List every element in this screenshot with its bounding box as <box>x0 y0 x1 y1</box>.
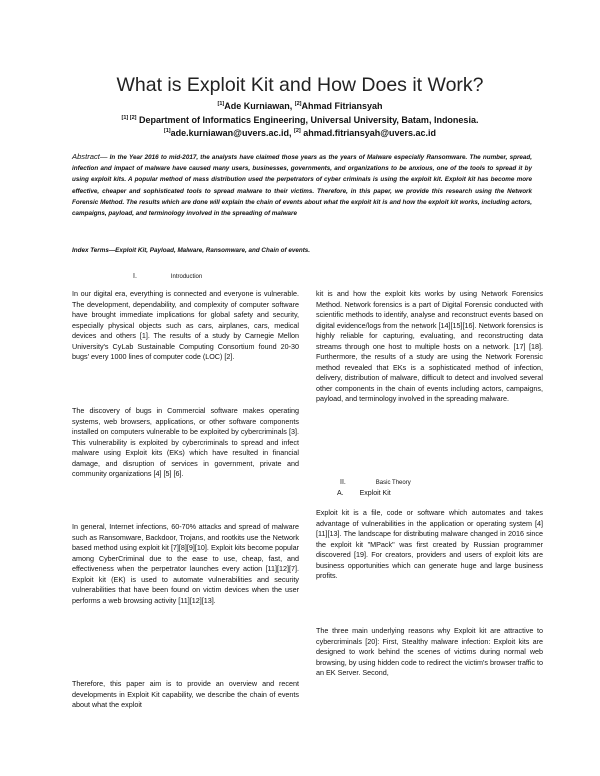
email-2-marker: [2] <box>294 128 301 134</box>
affiliation-marker: [1] [2] <box>121 115 137 121</box>
right-paragraph-3: The three main underlying reasons why Exploit kit are attractive to cybercriminals [20]: First, Stealthy malware infection: Exploit kits are designed to work behind the scenes of victims during normal web browsing, by using hidden code to redirect the victim's browser traffic to an EK Server. Second, <box>316 626 543 677</box>
left-paragraph-4: Therefore, this paper aim is to provide an overview and recent developments in Exploit Kit capability, we describe the chain of events about what the exploit <box>72 679 299 709</box>
abstract-lead: Abstract— <box>72 152 108 161</box>
abstract-text: In the Year 2016 to mid-2017, the analysts have claimed those years as the years of Malware especially Ransomware. The number, spread, infection and impact of malware have caused many users, businesses, governments, and organizations to be anxious, one of the tools to spread it by using exploit kits. A popular method of mass distribution used the perpetrators of cyber criminals is using the exploit kit. Exploit kit has become more effective, cheaper and sophisticated tools to spread malware to their victims. Therefore, in this paper, we provide this research using the Network Forensic Method. The results which are done will explain the chain of events about what the exploit kit is and how the exploit kit works, including actors, campaigns, payload, and terminology involved in the spreading of malware <box>72 154 532 218</box>
subsection-a-title: Exploit Kit <box>359 490 391 497</box>
left-paragraph-2: The discovery of bugs in Commercial software makes operating systems, web browsers, applications, or other software components installed on computers vulnerable to be exploited by cybercriminals [3]. This vulnerability is exploited by cybercriminals to spread and infect malware using Exploit kits (EKs) which have resulted in financial damage, and disruption of services in government, private and community organizations [4] [5] [6]. <box>72 406 299 478</box>
author-1-name: Ade Kurniawan <box>224 101 290 111</box>
section-1-title: Introduction <box>170 274 203 280</box>
section-2-heading <box>340 479 411 486</box>
right-paragraph-1: kit is and how the exploit kits works by using Network Forensics Method. Network forensics is a part of Digital Forensic conducted with scientific methods to identify, analyse and reconstruct events based on digital evidence/logs from the network [14][15][16]. Network forensics is highly reliable for capturing, evaluating, and reconstructing data streams through one host to multiple hosts on a network. [17] [18]. Furthermore, the results of a study are using the Network Forensic method revealed that EKs is a sophisticated method of infection, delivery, distribution of malware, difficult to detect and involved several other components in the chain of events including actors, campaigns, payload, and terminology involved in the spreading malware. <box>316 289 543 403</box>
email-line <box>0 128 600 138</box>
email-separator: , <box>288 128 294 138</box>
email-1-marker: [1] <box>163 128 171 134</box>
email-1: ade.kurniawan@uvers.ac.id <box>170 128 289 138</box>
left-paragraph-3: In general, Internet infections, 60-70% attacks and spread of malware such as Ransomware, Backdoor, Trojans, and rootkits use the Network based method using exploit kit [7][8][9][10]. Exploit kits become popular among CyberCriminal due to the ease to use, cheap, fast, and effectiveness when the perpetrator launches every action [11][12][7]. Exploit kit (EK) is used to automate vulnerabilities and security vulnerabilities that have been found on victim devices when the user performs a web browsing activity [11][12][13]. <box>72 522 299 605</box>
section-1-number: I. <box>133 273 137 280</box>
subsection-a-heading <box>337 490 391 497</box>
affiliation-line <box>0 115 600 125</box>
section-2-number: II. <box>340 479 346 486</box>
author-separator: , <box>289 101 295 111</box>
section-2-title: Basic Theory <box>375 480 411 486</box>
author-line <box>0 101 600 111</box>
paper-title: What is Exploit Kit and How Does it Work? <box>116 74 484 96</box>
author-1-marker: [1] <box>217 101 225 107</box>
affiliation-text: Department of Informatics Engineering, Universal University, Batam, Indonesia. <box>136 115 479 125</box>
email-2: ahmad.fitriansyah@uvers.ac.id <box>300 128 437 138</box>
subsection-a-letter: A. <box>337 490 344 497</box>
right-paragraph-2: Exploit kit is a file, code or software which automates and takes advantage of vulnerabilities in the application or operating system [4] [11][13]. The landscape for distributing malware changed in 2016 since the exploit kit "MPack" was first created by Russian programmer discovered [19]. For creators, providers and users of exploit kits are business opportunities which can generate huge and large business profits. <box>316 508 543 580</box>
section-1-heading <box>133 273 202 280</box>
index-terms: Index Terms—Exploit Kit, Payload, Malware, Ransomware, and Chain of events. <box>72 247 311 254</box>
abstract <box>72 151 532 219</box>
author-2-marker: [2] <box>294 101 302 107</box>
left-paragraph-1: In our digital era, everything is connected and everyone is vulnerable. The development, dependability, and complexity of computer software have brought immediate implications for global safety and security, especially physical objects such as cars, airplanes, cars, medical devices and others [1]. The results of a study by Carnegie Mellon University's CyLab Sustainable Computing Consortium found 20-30 bugs' every 1000 lines of computer code (LOC) [2]. <box>72 289 299 361</box>
author-2-name: Ahmad Fitriansyah <box>301 101 383 111</box>
